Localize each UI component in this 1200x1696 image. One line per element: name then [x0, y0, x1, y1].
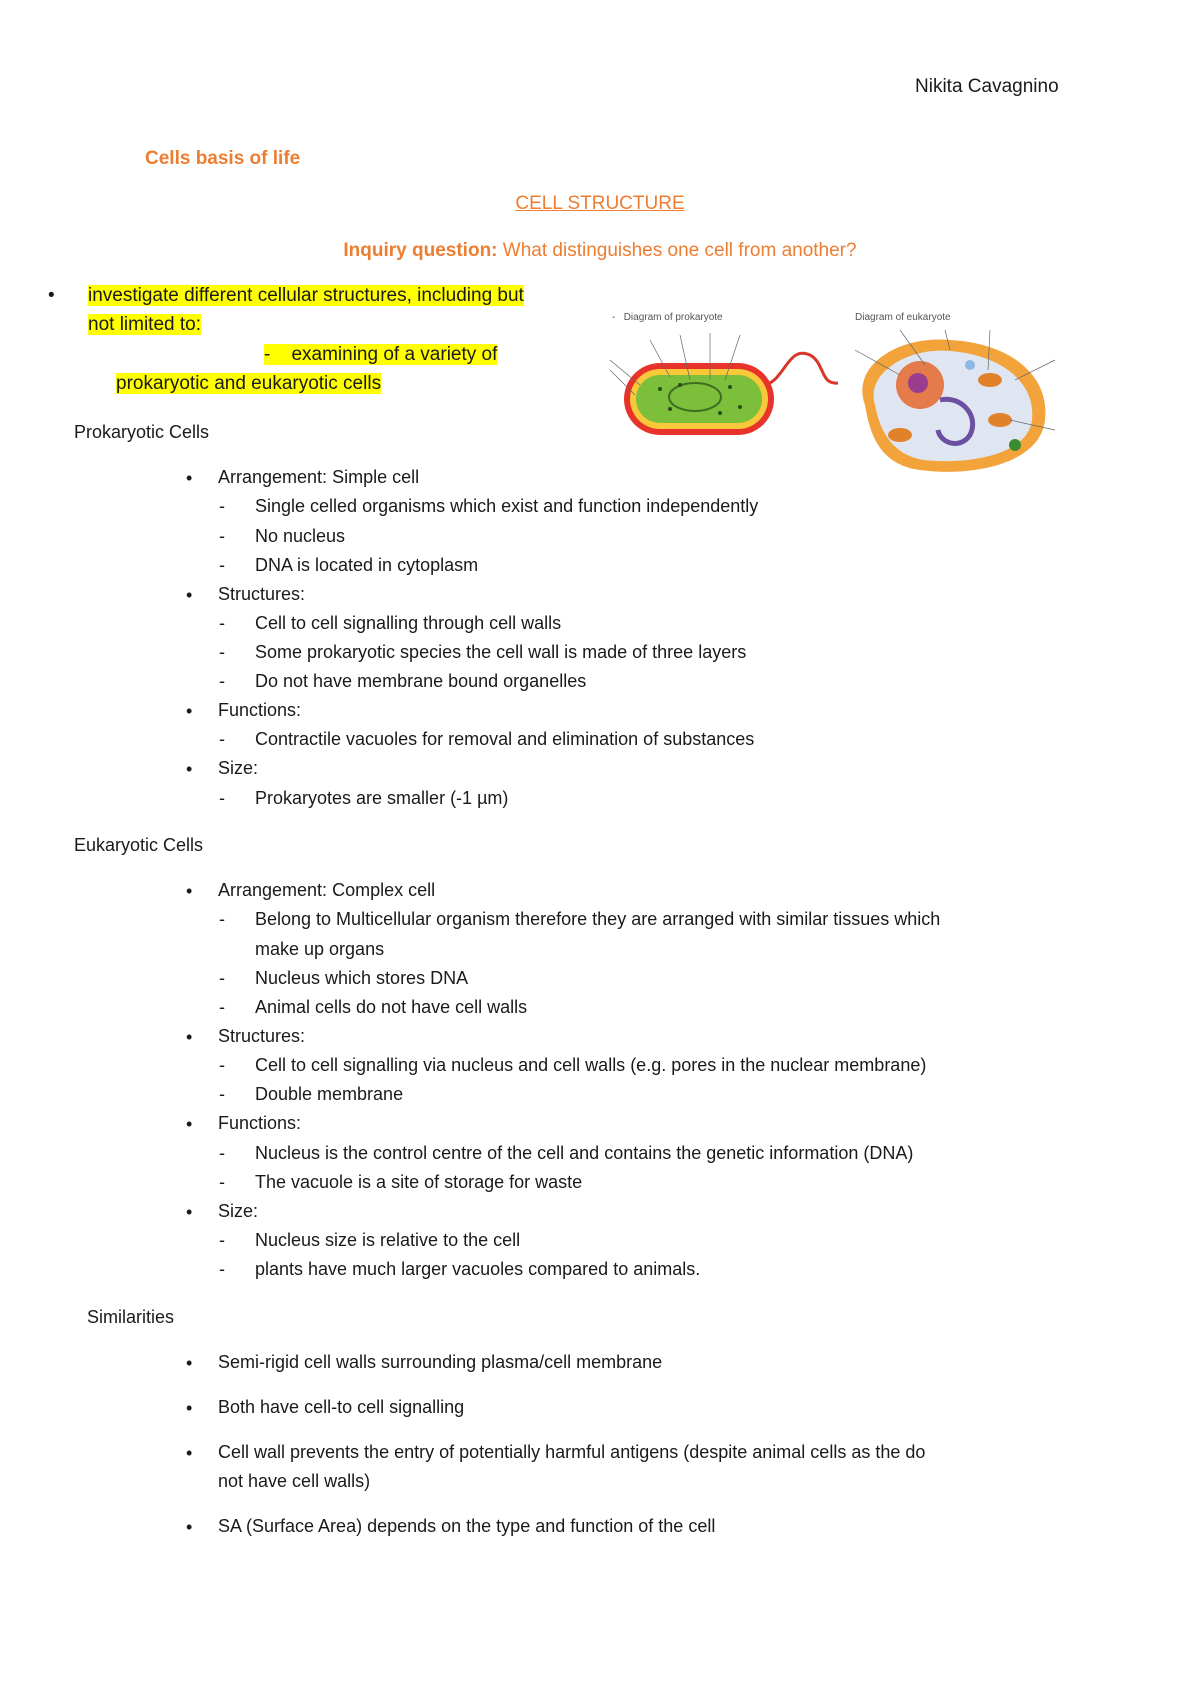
list-item: - Belong to Multicellular organism therefore they are arranged with similar tissues which	[219, 909, 941, 929]
eukaryotic-structures: • Structures:	[186, 1026, 306, 1047]
objective-subitem-line-2: prokaryotic and eukaryotic cells	[116, 373, 382, 394]
eukaryote-diagram	[840, 325, 1060, 480]
list-item: • Both have cell-to cell signalling	[186, 1397, 465, 1418]
list-item: - Some prokaryotic species the cell wall is made of three layers	[219, 642, 747, 662]
list-item: - plants have much larger vacuoles compared to animals.	[219, 1259, 701, 1279]
prokaryotic-structures: • Structures:	[186, 584, 306, 605]
list-item: - Nucleus size is relative to the cell	[219, 1230, 521, 1250]
eukaryotic-arrangement: • Arrangement: Complex cell	[186, 880, 436, 901]
inquiry-text: What distinguishes one cell from another?	[497, 240, 857, 261]
eukaryotic-functions: • Functions:	[186, 1113, 302, 1134]
list-item-continuation: make up organs	[255, 939, 385, 959]
inquiry-label: Inquiry question:	[343, 240, 498, 261]
list-item: - Do not have membrane bound organelles	[219, 671, 587, 691]
eukaryotic-heading: Eukaryotic Cells	[74, 835, 204, 855]
section-title: CELL STRUCTURE	[515, 193, 685, 214]
list-item: • Semi-rigid cell walls surrounding plasma/cell membrane	[186, 1352, 663, 1373]
list-item-continuation: not have cell walls)	[218, 1471, 371, 1491]
list-item: - Nucleus is the control centre of the cell and contains the genetic information (DNA)	[219, 1143, 914, 1163]
objective-subitem-line-1: - examining of a variety of	[264, 344, 498, 365]
prokaryote-caption: - Diagram of prokaryote	[612, 312, 723, 323]
list-item: • Cell wall prevents the entry of potentially harmful antigens (despite animal cells as the do	[186, 1442, 926, 1463]
prokaryotic-heading: Prokaryotic Cells	[74, 422, 210, 442]
flagellum	[765, 353, 838, 385]
list-item: - DNA is located in cytoplasm	[219, 555, 479, 575]
course-title: Cells basis of life	[145, 148, 301, 169]
list-item: - Animal cells do not have cell walls	[219, 997, 528, 1017]
similarities-heading: Similarities	[87, 1307, 175, 1327]
author-name: Nikita Cavagnino	[915, 76, 1059, 97]
list-item: - Nucleus which stores DNA	[219, 968, 469, 988]
prokaryotic-size: • Size:	[186, 758, 259, 779]
list-item: - Single celled organisms which exist and function independently	[219, 496, 759, 516]
objective-line-1: investigate different cellular structures, including but	[88, 285, 524, 306]
nucleolus	[908, 373, 928, 393]
eukaryote-caption: Diagram of eukaryote	[855, 312, 951, 323]
list-item: - Contractile vacuoles for removal and elimination of substances	[219, 729, 755, 749]
list-item: - Double membrane	[219, 1084, 404, 1104]
eukaryotic-size: • Size:	[186, 1201, 259, 1222]
list-item: • SA (Surface Area) depends on the type and function of the cell	[186, 1516, 716, 1537]
prokaryotic-functions: • Functions:	[186, 700, 302, 721]
list-item: - Cell to cell signalling via nucleus and cell walls (e.g. pores in the nuclear membrane)	[219, 1055, 927, 1075]
list-item: - Prokaryotes are smaller (-1 µm)	[219, 788, 509, 808]
prokaryote-diagram	[610, 325, 840, 450]
inquiry-question	[0, 240, 1200, 262]
objective-bullet: •	[48, 285, 55, 306]
list-item: - Cell to cell signalling through cell walls	[219, 613, 562, 633]
objective-line-2: not limited to:	[88, 314, 201, 335]
list-item: - The vacuole is a site of storage for waste	[219, 1172, 583, 1192]
prokaryotic-arrangement: • Arrangement: Simple cell	[186, 467, 420, 488]
list-item: - No nucleus	[219, 526, 346, 546]
mitochondrion	[978, 373, 1002, 387]
